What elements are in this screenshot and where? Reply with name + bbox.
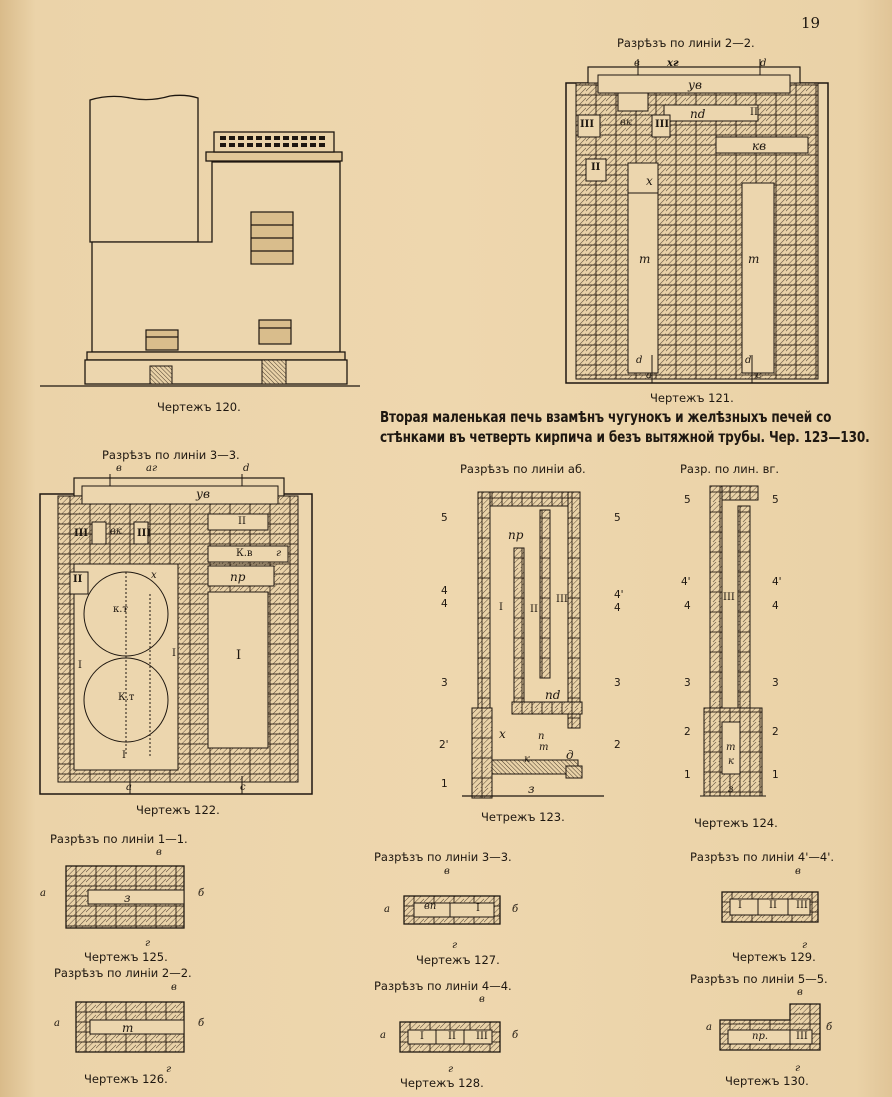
fig126-label-m: т [122, 1021, 134, 1035]
fig128-label-a: а [380, 1030, 386, 1041]
fig128-label-b: б [512, 1030, 519, 1041]
fig122-label-ag: аг [146, 463, 158, 474]
figure-130-plan [720, 1004, 820, 1050]
fig123-level-left-6: 1 [441, 778, 448, 790]
fig126-label-v: в [171, 982, 177, 993]
fig122-label-a: а [126, 782, 132, 793]
fig122-label-b: в [116, 463, 122, 474]
figure-122-section-title: Разрѣзъ по линіи 3—3. [102, 448, 240, 462]
fig123-level-right-4: 3 [614, 677, 621, 689]
fig123-label-III: III [556, 594, 568, 605]
fig129-label-g: г [802, 940, 808, 951]
fig123-label-n: п [538, 731, 545, 742]
fig121-label-b: в [634, 58, 640, 69]
fig121-label-t2: т [748, 252, 760, 266]
figure-124-section-title: Разр. по лин. вг. [680, 462, 780, 476]
fig123-level-right-5: 2 [614, 739, 621, 751]
figure-130-caption: Чертежъ 130. [725, 1074, 809, 1088]
fig121-label-d: d [760, 58, 767, 69]
figure-125-caption: Чертежъ 125. [84, 950, 168, 964]
fig123-level-right-2: 4' [614, 589, 624, 601]
fig126-label-a: а [54, 1018, 60, 1029]
fig124-label-m: т [726, 742, 736, 753]
fig124-level-right-5: 2 [772, 726, 779, 738]
figure-128-section-title: Разрѣзъ по линіи 4—4. [374, 979, 512, 993]
fig122-label-kt2: К.т [118, 692, 135, 703]
figure-129-caption: Чертежъ 129. [732, 950, 816, 964]
fig121-label-xg: хг [667, 58, 679, 69]
figure-128-caption: Чертежъ 128. [400, 1076, 484, 1090]
fig122-label-g: г [276, 548, 282, 559]
fig123-label-np: пр [508, 528, 524, 542]
fig126-label-g: г [166, 1064, 172, 1075]
fig123-level-left-4: 3 [441, 677, 448, 689]
fig130-label-g: г [795, 1063, 801, 1074]
fig122-label-I-4: I [122, 750, 126, 761]
fig124-level-left-1: 5 [684, 494, 691, 506]
fig123-label-I: I [499, 602, 503, 613]
fig121-label-II-a: II [750, 107, 758, 118]
fig121-label-III-a: III [580, 119, 595, 130]
fig121-label-a: а [646, 370, 652, 381]
fig127-label-I: I [476, 903, 480, 914]
fig123-label-m: т [539, 742, 549, 753]
fig121-label-III-b: III [655, 119, 670, 130]
fig125-label-a: а [40, 888, 46, 899]
figure-124-caption: Чертежъ 124. [694, 816, 778, 830]
fig124-level-right-2: 4' [772, 576, 782, 588]
figure-130-section-title: Разрѣзъ по линіи 5—5. [690, 972, 828, 986]
fig121-label-yv: ув [688, 78, 702, 92]
figure-123-caption: Четрежъ 123. [481, 810, 565, 824]
figure-121-section-title: Разрѣзъ по линіи 2—2. [617, 36, 755, 50]
fig122-label-x: х [151, 570, 157, 581]
fig124-level-right-1: 5 [772, 494, 779, 506]
fig124-level-left-4: 3 [684, 677, 691, 689]
fig124-level-right-3: 4 [772, 600, 779, 612]
fig124-level-right-6: 1 [772, 769, 779, 781]
figure-129-section-title: Разрѣзъ по линіи 4'—4'. [690, 850, 835, 864]
fig122-label-I-3: I [236, 648, 242, 663]
figure-121-section [566, 55, 828, 385]
fig122-label-I-1: I [78, 660, 82, 671]
fig130-label-v: в [797, 987, 803, 998]
fig128-label-I: I [420, 1031, 424, 1042]
fig123-level-right-3: 4 [614, 602, 621, 614]
fig125-label-v: в [156, 847, 162, 858]
fig129-label-I: I [738, 900, 742, 911]
fig121-label-d1: d [636, 355, 643, 366]
fig122-label-I-2: I [172, 648, 176, 659]
fig130-label-b: б [826, 1022, 833, 1033]
section-heading-line-2: стѣнками въ четверть кирпича и безъ вытяжной трубы. Чер. 123—130. [380, 428, 870, 446]
page-number: 19 [801, 14, 821, 32]
fig127-label-b: б [512, 904, 519, 915]
fig124-level-left-3: 4 [684, 600, 691, 612]
fig122-label-d: d [243, 463, 250, 474]
fig122-label-III-a: III [74, 528, 89, 539]
fig123-label-x: х [499, 727, 506, 741]
section-heading-line-1: Вторая маленькая печь взамѣнъ чугунокъ и желѣзныхъ печей со [380, 408, 832, 426]
fig129-label-II: II [769, 900, 777, 911]
fig121-label-c: c [756, 370, 762, 381]
fig127-label-g: г [452, 940, 458, 951]
fig123-level-left-5: 2' [439, 739, 449, 751]
fig122-label-kv: К.в [236, 548, 253, 559]
figure-127-caption: Чертежъ 127. [416, 953, 500, 967]
fig130-label-np: пр. [752, 1031, 769, 1042]
fig123-level-left-3: 4 [441, 598, 448, 610]
figure-123-section [462, 488, 604, 800]
figure-126-section-title: Разрѣзъ по линіи 2—2. [54, 966, 192, 980]
fig124-level-left-2: 4' [681, 576, 691, 588]
fig124-label-z: з [728, 784, 734, 795]
fig123-level-left-1: 5 [441, 512, 448, 524]
fig128-label-g: г [448, 1064, 454, 1075]
fig125-label-z: з [124, 891, 131, 905]
figure-120-caption: Чертежъ 120. [157, 400, 241, 414]
fig125-label-g: г [145, 938, 151, 949]
fig129-label-v: в [795, 866, 801, 877]
fig121-label-d2: d [745, 355, 752, 366]
fig121-label-vk: вк [620, 117, 632, 128]
fig121-label-t1: т [639, 252, 651, 266]
fig124-label-k: к [728, 756, 734, 767]
fig122-label-vk: вк [110, 526, 122, 537]
fig122-label-yv: ув [196, 487, 210, 501]
fig123-label-d: д [566, 748, 574, 762]
fig130-label-III: III [796, 1031, 808, 1042]
figure-122-section [40, 474, 312, 796]
figure-125-section-title: Разрѣзъ по линіи 1—1. [50, 832, 188, 846]
fig128-label-v: в [479, 994, 485, 1005]
figure-121-caption: Чертежъ 121. [650, 391, 734, 405]
fig123-label-z: з [528, 782, 535, 796]
fig124-label-III: III [723, 592, 735, 603]
fig127-label-v: в [444, 866, 450, 877]
fig126-label-b: б [198, 1018, 205, 1029]
fig123-label-k: к [524, 754, 530, 765]
fig122-label-II-a: II [238, 516, 246, 527]
fig124-level-right-4: 3 [772, 677, 779, 689]
figure-127-plan [404, 896, 500, 924]
figure-120-elevation [40, 90, 360, 390]
fig121-label-II-b: II [591, 162, 601, 173]
fig122-label-kt1: к.т [113, 604, 128, 615]
figure-123-section-title: Разрѣзъ по линіи аб. [460, 462, 586, 476]
fig121-label-pd: пd [690, 107, 706, 121]
fig124-level-left-6: 1 [684, 769, 691, 781]
fig121-label-kv: кв [752, 139, 767, 153]
fig128-label-III: III [476, 1031, 488, 1042]
fig128-label-II: II [448, 1031, 456, 1042]
fig122-label-III-b: III [137, 528, 152, 539]
fig127-label-vn: вп [424, 901, 437, 912]
fig124-level-left-5: 2 [684, 726, 691, 738]
fig130-label-a: а [706, 1022, 712, 1033]
fig122-label-np: пр [230, 570, 246, 584]
figure-122-caption: Чертежъ 122. [136, 803, 220, 817]
fig123-level-right-1: 5 [614, 512, 621, 524]
fig122-label-c: c [240, 782, 246, 793]
fig122-label-II-b: II [73, 574, 83, 585]
figure-126-caption: Чертежъ 126. [84, 1072, 168, 1086]
fig129-label-III: III [796, 900, 808, 911]
fig123-level-left-2: 4 [441, 585, 448, 597]
fig125-label-b: б [198, 888, 205, 899]
fig123-label-II: II [530, 604, 538, 615]
fig121-label-x: х [646, 174, 653, 188]
fig123-label-pd: пd [545, 688, 561, 702]
fig127-label-a: а [384, 904, 390, 915]
figure-127-section-title: Разрѣзъ по линіи 3—3. [374, 850, 512, 864]
